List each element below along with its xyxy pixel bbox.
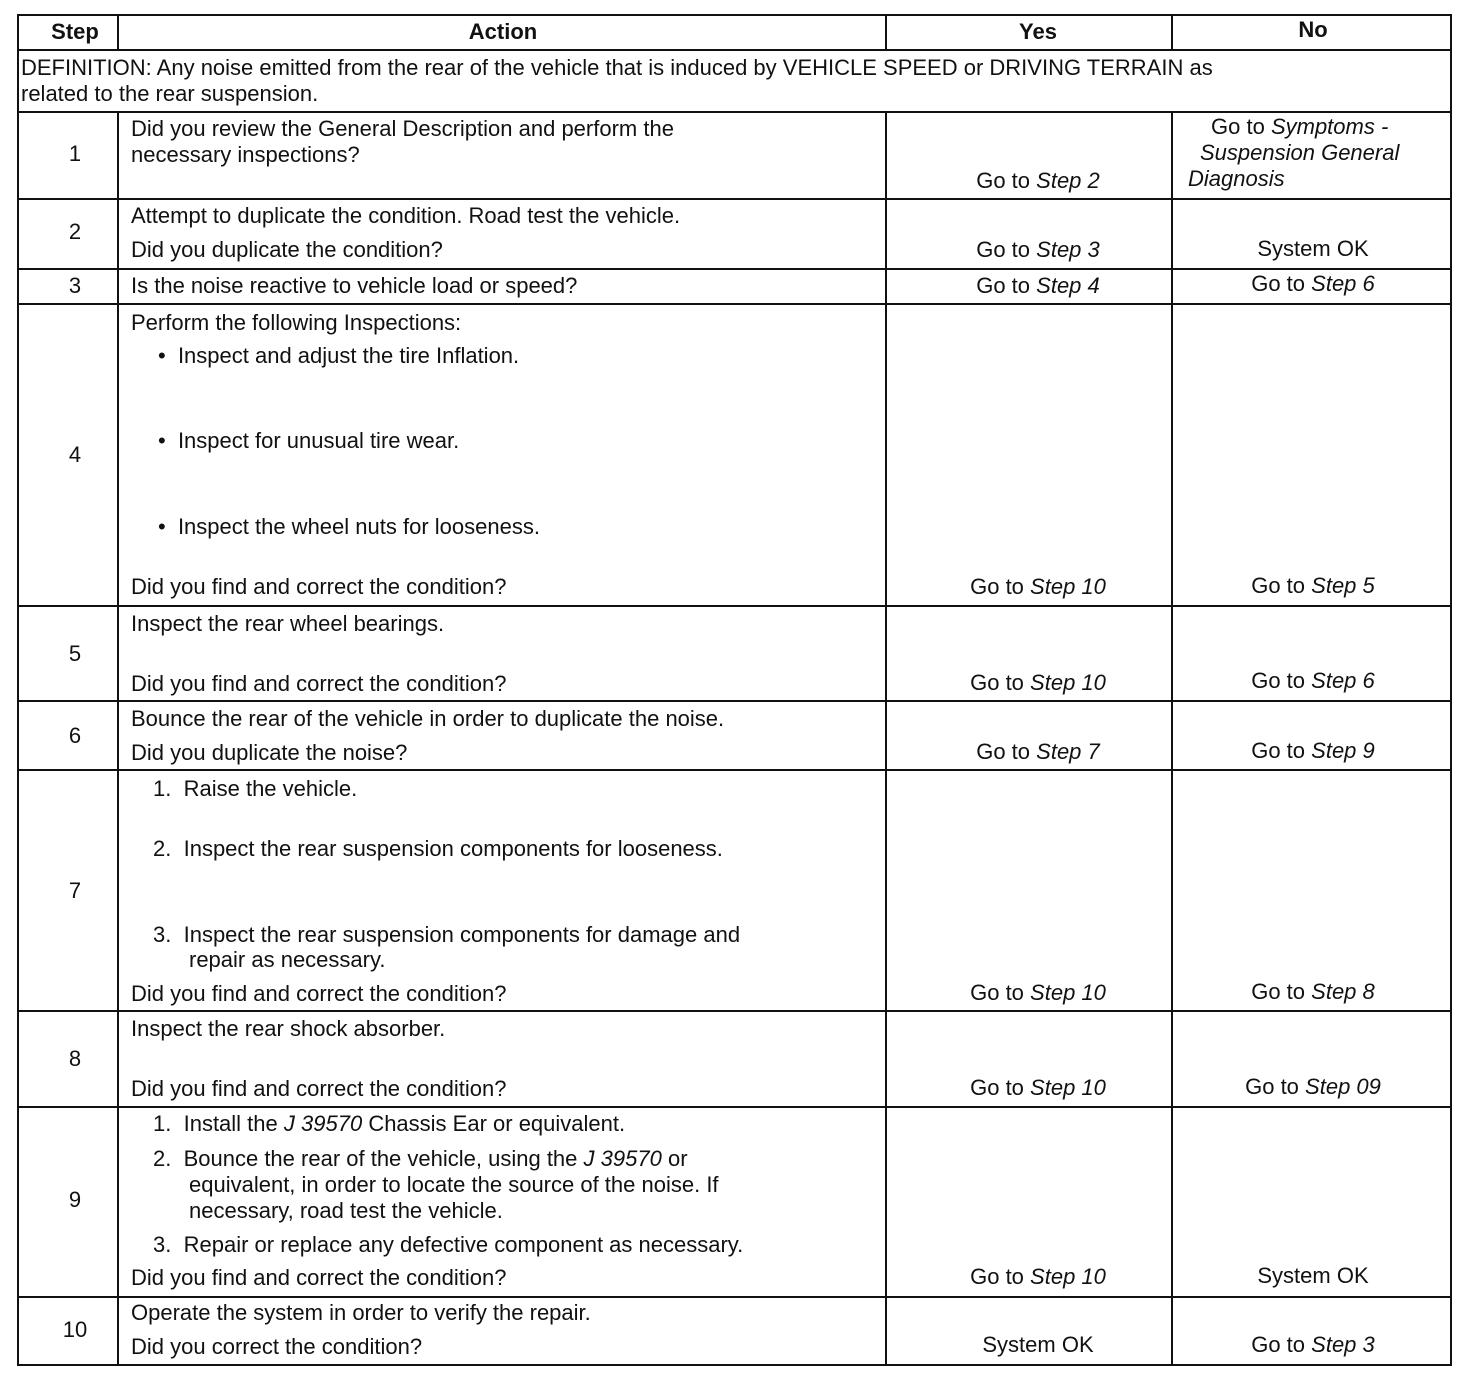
text-span: Inspect the rear suspension components for looseness. bbox=[183, 836, 723, 861]
text-span: Step 8 bbox=[1311, 979, 1375, 1004]
text-span: Go to bbox=[1251, 573, 1306, 598]
text-span: Step 6 bbox=[1311, 668, 1375, 693]
text-span: 2. bbox=[153, 1146, 172, 1171]
text-span: Go to bbox=[1211, 114, 1265, 139]
bullet-item: • Inspect the wheel nuts for looseness. bbox=[158, 514, 540, 539]
text-span: Go to bbox=[1251, 271, 1306, 296]
text-span: Step 10 bbox=[1030, 1075, 1106, 1100]
bullet-item: • Inspect for unusual tire wear. bbox=[158, 428, 460, 453]
yes-outcome bbox=[970, 670, 1106, 696]
text-span: Step 7 bbox=[1036, 739, 1100, 764]
text-span: Go to bbox=[1251, 1332, 1306, 1357]
text-span: Inspect the wheel nuts for looseness. bbox=[177, 514, 540, 539]
numbered-item bbox=[153, 1232, 743, 1258]
text-span: Step 3 bbox=[1311, 1332, 1375, 1357]
no-outcome bbox=[1188, 166, 1285, 192]
action-line: Did you duplicate the noise? bbox=[131, 740, 408, 765]
text-span: Bounce the rear of the vehicle, using the bbox=[183, 1146, 578, 1171]
text-span: Step 4 bbox=[1036, 273, 1100, 298]
step-number: 10 bbox=[62, 1317, 88, 1342]
step-number: 6 bbox=[68, 723, 82, 748]
no-outcome bbox=[1245, 1074, 1381, 1100]
no-outcome bbox=[1251, 738, 1375, 764]
text-span: Go to bbox=[1251, 979, 1306, 1004]
yes-outcome bbox=[970, 1075, 1106, 1101]
yes-outcome bbox=[976, 237, 1100, 263]
action-line: Did you duplicate the condition? bbox=[131, 237, 443, 262]
text-span: or bbox=[667, 1146, 688, 1171]
text-span: Inspect and adjust the tire Inflation. bbox=[177, 343, 520, 368]
no-outcome bbox=[1251, 271, 1375, 297]
text-span: Go to bbox=[976, 739, 1031, 764]
header-step: Step bbox=[51, 19, 99, 44]
yes-outcome bbox=[970, 980, 1106, 1006]
no-outcome bbox=[1251, 1332, 1375, 1358]
text-span: Go to bbox=[1251, 668, 1306, 693]
step-number: 3 bbox=[68, 273, 82, 298]
action-line: Operate the system in order to verify the repair. bbox=[131, 1300, 591, 1325]
text-span: J 39570 bbox=[283, 1111, 363, 1136]
action-line: Did you review the General Description and perform the bbox=[131, 116, 674, 141]
action-line: Inspect the rear wheel bearings. bbox=[131, 611, 445, 636]
step-number: 2 bbox=[68, 219, 82, 244]
text-span: Go to bbox=[976, 237, 1031, 262]
text-span: Go to bbox=[970, 980, 1024, 1005]
text-span: Go to bbox=[976, 168, 1031, 193]
action-line: Attempt to duplicate the condition. Road test the vehicle. bbox=[131, 203, 681, 228]
text-span: Chassis Ear or equivalent. bbox=[368, 1111, 626, 1136]
yes-outcome bbox=[976, 273, 1100, 299]
text-span: 1. bbox=[153, 1111, 172, 1136]
numbered-item-cont: repair as necessary. bbox=[189, 947, 386, 972]
header-yes: Yes bbox=[1019, 19, 1057, 44]
text-span: Step 10 bbox=[1030, 1264, 1106, 1289]
text-span: Step 3 bbox=[1036, 237, 1100, 262]
numbered-item bbox=[153, 836, 723, 862]
header-action: Action bbox=[468, 19, 538, 44]
definition-line: DEFINITION: Any noise emitted from the rear of the vehicle that is induced by VEHICLE SPEED or DRIVING TERRAIN as bbox=[21, 55, 1213, 80]
step-number: 5 bbox=[68, 641, 82, 666]
text-span: Go to bbox=[970, 574, 1024, 599]
no-outcome bbox=[1211, 114, 1388, 140]
text-span: Symptoms - bbox=[1270, 114, 1389, 139]
step-number: 9 bbox=[68, 1187, 82, 1212]
numbered-item-cont: necessary, road test the vehicle. bbox=[189, 1198, 503, 1223]
action-line: Did you find and correct the condition? bbox=[131, 1265, 507, 1290]
text-span: Raise the vehicle. bbox=[183, 776, 358, 801]
no-outcome bbox=[1200, 140, 1399, 166]
text-span: Step 09 bbox=[1305, 1074, 1381, 1099]
text-span: Diagnosis bbox=[1188, 166, 1285, 191]
text-span: Step 9 bbox=[1311, 738, 1375, 763]
definition-line: related to the rear suspension. bbox=[21, 81, 319, 106]
no-outcome: System OK bbox=[1257, 236, 1369, 261]
step-number: 8 bbox=[68, 1046, 82, 1071]
action-line: Did you correct the condition? bbox=[131, 1334, 423, 1359]
yes-outcome bbox=[970, 1264, 1106, 1290]
text-span: Go to bbox=[1245, 1074, 1299, 1099]
text-span: Go to bbox=[970, 1264, 1024, 1289]
action-line: Did you find and correct the condition? bbox=[131, 1076, 507, 1101]
text-span: Go to bbox=[970, 1075, 1024, 1100]
header-no: No bbox=[1298, 17, 1328, 42]
text-span: Inspect the rear suspension components for damage and bbox=[183, 922, 741, 947]
text-span: Step 10 bbox=[1030, 980, 1106, 1005]
text-span: Step 5 bbox=[1311, 573, 1375, 598]
text-span: Step 10 bbox=[1030, 670, 1106, 695]
action-line: Is the noise reactive to vehicle load or speed? bbox=[131, 273, 578, 298]
text-span: Go to bbox=[970, 670, 1024, 695]
step-number: 4 bbox=[68, 442, 82, 467]
text-span: 2. bbox=[153, 836, 172, 861]
text-span: Step 6 bbox=[1311, 271, 1375, 296]
action-line: Perform the following Inspections: bbox=[131, 310, 462, 335]
no-outcome bbox=[1251, 668, 1375, 694]
step-number: 1 bbox=[68, 141, 82, 166]
numbered-item bbox=[153, 1111, 625, 1137]
numbered-item bbox=[153, 776, 357, 802]
no-outcome bbox=[1251, 979, 1375, 1005]
bullet-item: • Inspect and adjust the tire Inflation. bbox=[158, 343, 520, 368]
text-span: Go to bbox=[976, 273, 1031, 298]
action-line: Did you find and correct the condition? bbox=[131, 574, 507, 599]
text-span: 1. bbox=[153, 776, 172, 801]
yes-outcome: System OK bbox=[982, 1332, 1094, 1357]
text-span: Step 2 bbox=[1036, 168, 1100, 193]
action-line: Inspect the rear shock absorber. bbox=[131, 1016, 446, 1041]
yes-outcome bbox=[970, 574, 1106, 600]
text-span: Repair or replace any defective component as necessary. bbox=[183, 1232, 744, 1257]
yes-outcome bbox=[976, 739, 1100, 765]
numbered-item-cont: equivalent, in order to locate the source of the noise. If bbox=[189, 1172, 719, 1197]
text-span: 3. bbox=[153, 922, 172, 947]
step-number: 7 bbox=[68, 878, 82, 903]
text-span: Install the bbox=[183, 1111, 278, 1136]
action-line: Bounce the rear of the vehicle in order to duplicate the noise. bbox=[131, 706, 725, 731]
text-span: Go to bbox=[1251, 738, 1306, 763]
action-line: necessary inspections? bbox=[131, 142, 360, 167]
action-line: Did you find and correct the condition? bbox=[131, 981, 507, 1006]
text-span: Suspension General bbox=[1200, 140, 1400, 165]
text-span: Inspect for unusual tire wear. bbox=[177, 428, 460, 453]
action-line: Did you find and correct the condition? bbox=[131, 671, 507, 696]
no-outcome bbox=[1251, 573, 1375, 599]
text-span: J 39570 bbox=[583, 1146, 662, 1171]
no-outcome: System OK bbox=[1257, 1263, 1369, 1288]
text-span: Step 10 bbox=[1030, 574, 1106, 599]
text-span: 3. bbox=[153, 1232, 172, 1257]
yes-outcome bbox=[976, 168, 1100, 194]
numbered-item bbox=[153, 1146, 688, 1172]
numbered-item bbox=[153, 922, 740, 948]
